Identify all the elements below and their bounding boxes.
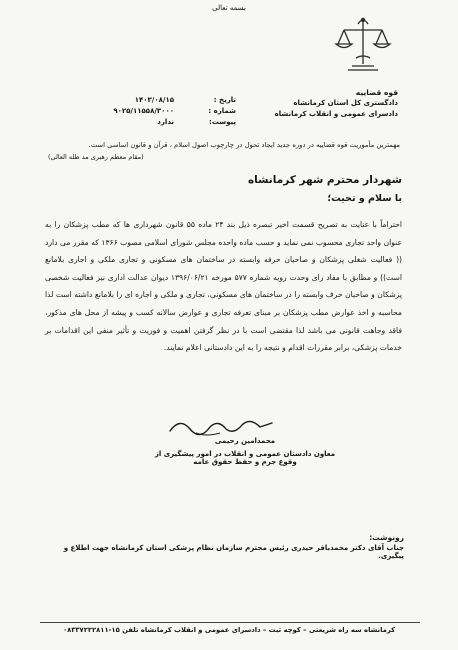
judiciary-emblem-icon <box>330 14 396 78</box>
number-value: ۹۰۲۵/۱۱۵۵۸/۳۰۰۰ <box>113 107 174 115</box>
org-line-province: دادگستری کل استان کرمانشاه <box>293 99 398 107</box>
org-line-prosecution: دادسرای عمومی و انقلاب کرمانشاه <box>274 110 398 118</box>
greeting: با سلام و تحیت؛ <box>327 193 402 204</box>
letter-body <box>45 216 402 357</box>
cc-recipient: جناب آقای دکتر محمدباقر حیدری رئیس محترم سازمان نظام پزشکی استان کرمانشاه جهت اطلاع و پیگیری. <box>63 544 404 560</box>
number-label: شماره : <box>208 107 236 115</box>
date-label: تاریخ : <box>213 96 236 104</box>
footer-address: کرمانشاه سه راه شریعتی – کوچه ثبت – دادسرای عمومی و انقلاب کرمانشاه تلفن ۱۵-۰۸۳۳۷۲۲۲۸۱۱ <box>62 626 396 634</box>
footer-divider <box>40 622 420 623</box>
handwritten-signature <box>160 411 280 439</box>
signer-title: معاون دادستان عمومی و انقلاب در امور پیشگیری از وقوع جرم و حفظ حقوق عامه <box>154 450 336 466</box>
cc-title: رونوشت: <box>369 533 404 542</box>
basmala: بسمه تعالی <box>212 4 246 12</box>
judiciary-title: قوه قضاییه <box>355 88 398 97</box>
attachment-label: پیوست: <box>209 118 236 126</box>
letter-body-text: احتراماً با عنایت به تصریح قسمت اخیر تبصره ذیل بند ۲۴ ماده ۵۵ قانون شهرداری ها که مطب پزشکان را به عنوان واحد تجاری محسوب نمی نماید و حسب ماده واحده مجلس شورای اسلامی مصوب ۱۳۶۶ که مقرر می دارد (( فعالیت شغلی پزشکان و صاحبان حرفه وابسته در ساختمان های مسکونی و تجاری ملکی و اجاری بلامانع است)) و مطابق با مفاد رای وحدت رویه شماره ۵۷۷ مورخه ۱۳۹۶/۰۶/۲۱ دیوان عدالت اداری نیز فعالیت شخصی پزشکان و صاحبان حرف وابسته را در ساختمان های مسکونی، تجاری و ملکی و اجاره ای را بلامانع داشته است لذا محاسبه و اخذ عوارض مطب پزشکان بر مبنای تعرفه تجاری و عوارض سالانه کسب و پیشه از محل های مذکور، فاقد وجاهت قانونی می باشد لذا مقتضی است با در نظر گرفتن اهمیت و فوریت و تأثیر منفی این اقدامات بر خدمات پزشکی، برابر مقررات اقدام و نتیجه را به این دادستانی اعلام نمایند. <box>45 220 402 353</box>
attachment-value: ندارد <box>157 118 174 126</box>
signer-name: محمدامین رحیمی <box>214 437 276 445</box>
addressee: شهردار محترم شهر کرمانشاه <box>247 174 402 186</box>
motto-line: مهمترین مأموریت قوه قضاییه در دوره جدید ایجاد تحول در چارچوب اصول اسلام ، قرآن و قانون اساسی است. <box>88 141 400 149</box>
motto-attribution: (مقام معظم رهبری مد ظله العالی) <box>48 153 144 161</box>
date-value: ۱۴۰۳/۰۸/۱۵ <box>134 96 174 104</box>
